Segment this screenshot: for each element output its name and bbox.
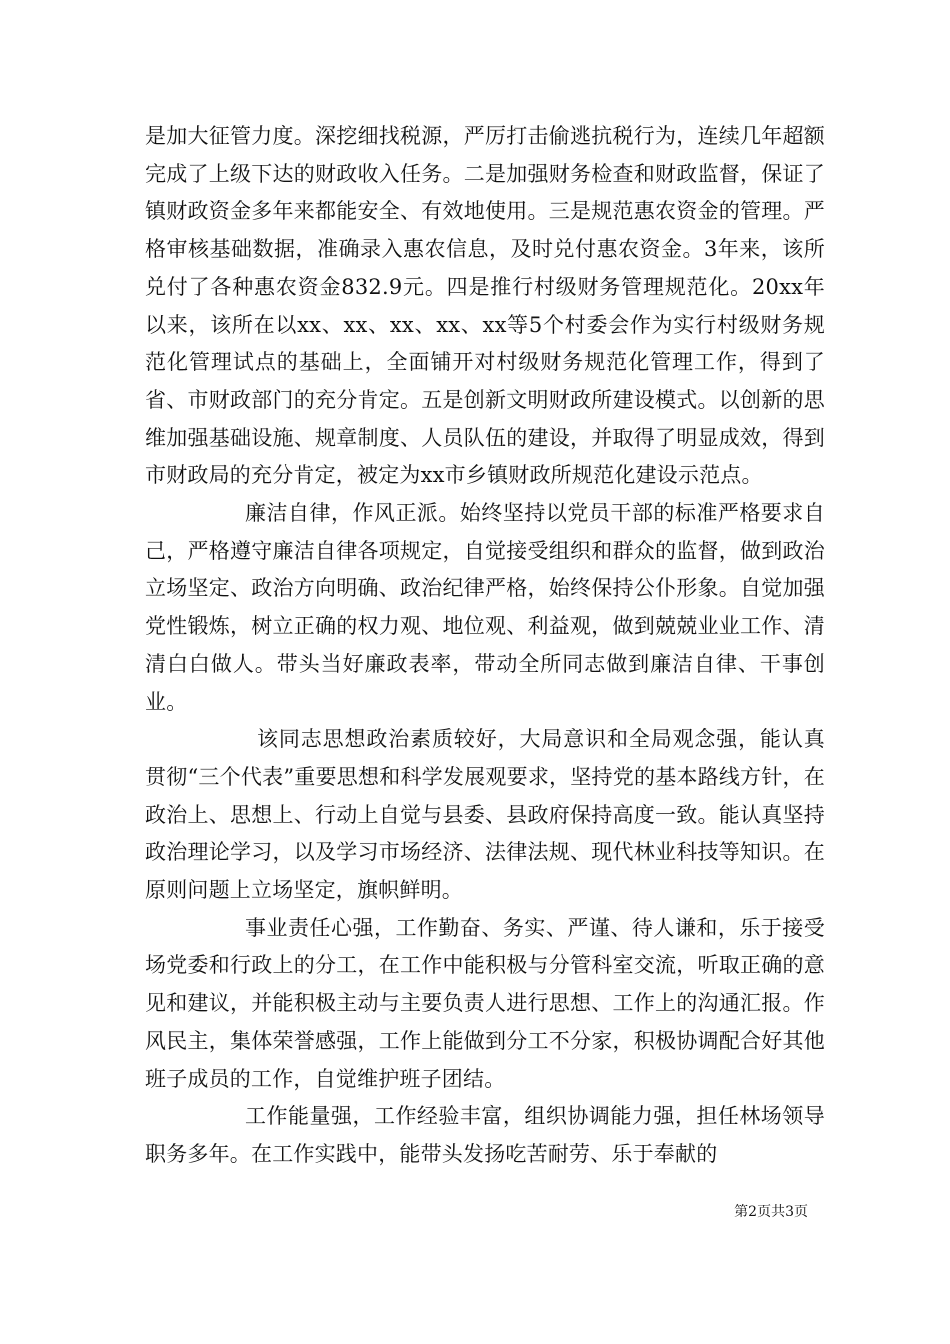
paragraph-2: 廉洁自律，作风正派。始终坚持以党员干部的标准严格要求自己，严格遵守廉洁自律各项规定，自觉接受组织和群众的监督，做到政治立场坚定、政治方向明确、政治纪律严格，始终保持公仆形象。自觉加强党性锻炼，树立正确的权力观、地位观、利益观，做到兢兢业业工作、清清白白做人。带头当好廉政表率，带动全所同志做到廉洁自律、干事创业。 bbox=[145, 501, 825, 714]
paragraph-1: 是加大征管力度。深挖细找税源，严厉打击偷逃抗税行为，连续几年超额完成了上级下达的财政收入任务。二是加强财务检查和财政监督，保证了镇财政资金多年来都能安全、有效地使用。三是规范惠农资金的管理。严格审核基础数据，准确录入惠农信息，及时兑付惠农资金。3年来，该所兑付了各种惠农资金832.9元。四是推行村级财务管理规范化。20xx年以来，该所在以xx、xx、xx、xx、xx等5个村委会作为实行村级财务规范化管理试点的基础上，全面铺开对村级财务规范化管理工作，得到了省、市财政部门的充分肯定。五是创新文明财政所建设模式。以创新的思维加强基础设施、规章制度、人员队伍的建设，并取得了明显成效，得到市财政局的充分肯定，被定为xx市乡镇财政所规范化建设示范点。 bbox=[145, 124, 825, 488]
paragraph-3: 该同志思想政治素质较好，大局意识和全局观念强，能认真贯彻“三个代表”重要思想和科学发展观要求，坚持党的基本路线方针，在政治上、思想上、行动上自觉与县委、县政府保持高度一致。能认真坚持政治理论学习，以及学习市场经济、法律法规、现代林业科技等知识。在原则问题上立场坚定，旗帜鲜明。 bbox=[145, 727, 825, 903]
paragraph-5: 工作能量强，工作经验丰富，组织协调能力强，担任林场领导职务多年。在工作实践中，能带头发扬吃苦耐劳、乐于奉献的 bbox=[145, 1104, 825, 1166]
document-body bbox=[145, 118, 825, 1174]
paragraph-4: 事业责任心强，工作勤奋、务实、严谨、待人谦和，乐于接受场党委和行政上的分工，在工作中能积极与分管科室交流，听取正确的意见和建议，并能积极主动与主要负责人进行思想、工作上的沟通汇报。作风民主，集体荣誉感强，工作上能做到分工不分家，积极协调配合好其他班子成员的工作，自觉维护班子团结。 bbox=[145, 915, 825, 1091]
page-number-footer: 第2页共3页 bbox=[734, 1204, 808, 1220]
